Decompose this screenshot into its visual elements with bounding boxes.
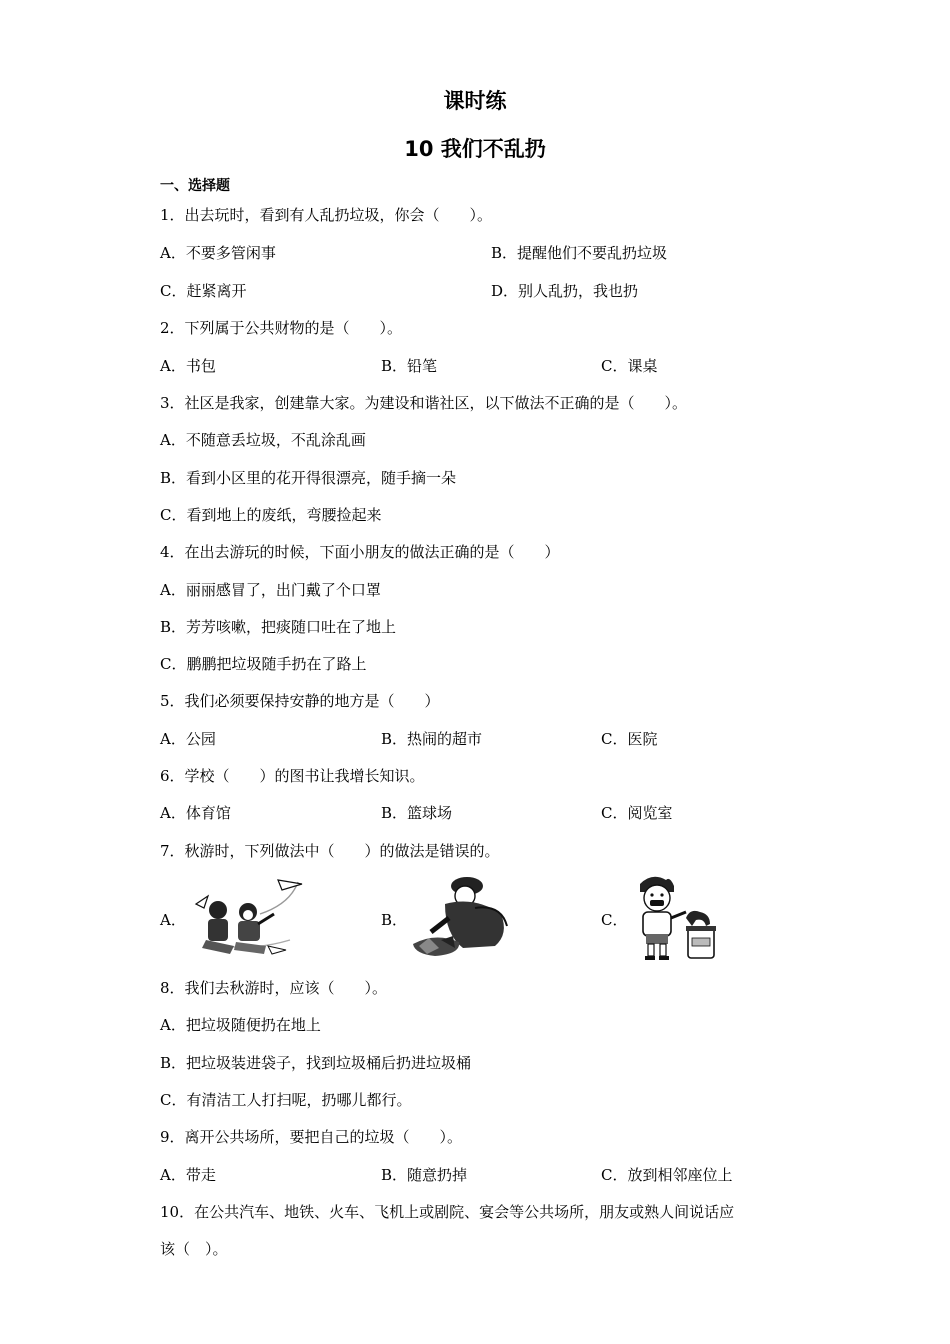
child-crouching-litter-illustration: [405, 874, 517, 960]
q3-option-b[interactable]: B．看到小区里的花开得很漂亮，随手摘一朵: [160, 469, 457, 487]
question-6-stem: 6．学校（ ）的图书让我增长知识。: [160, 767, 425, 785]
q3-option-a[interactable]: A．不随意丢垃圾，不乱涂乱画: [160, 431, 366, 449]
question-10-stem: 10．在公共汽车、地铁、火车、飞机上或剧院、宴会等公共场所，朋友或熟人间说话应: [160, 1203, 735, 1221]
q2-option-b[interactable]: B．铅笔: [381, 357, 438, 375]
question-9-stem: 9．离开公共场所，要把自己的垃圾（ ）。: [160, 1128, 463, 1146]
q8-option-c[interactable]: C．有清洁工人打扫呢，扔哪儿都行。: [160, 1091, 412, 1109]
question-4-stem: 4．在出去游玩的时候，下面小朋友的做法正确的是（ ）: [160, 543, 560, 561]
children-paper-planes-illustration: [190, 874, 308, 960]
question-8-stem: 8．我们去秋游时，应该（ ）。: [160, 979, 388, 997]
q6-option-a[interactable]: A．体育馆: [160, 804, 231, 822]
question-2-stem: 2．下列属于公共财物的是（ ）。: [160, 319, 403, 337]
trash-bin-icon: [686, 911, 716, 958]
q4-option-c[interactable]: C．鹏鹏把垃圾随手扔在了路上: [160, 655, 367, 673]
question-10-stem-continued: 该（ ）。: [160, 1240, 228, 1258]
q7-option-a[interactable]: A．: [160, 911, 186, 929]
q5-option-c[interactable]: C．医院: [601, 730, 658, 748]
q1-option-b[interactable]: B．提醒他们不要乱扔垃圾: [491, 244, 668, 262]
q9-option-c[interactable]: C．放到相邻座位上: [601, 1166, 733, 1184]
q6-option-b[interactable]: B．篮球场: [381, 804, 453, 822]
question-1-stem: 1．出去玩时，看到有人乱扔垃圾，你会（ ）。: [160, 206, 493, 224]
q2-option-c[interactable]: C．课桌: [601, 357, 658, 375]
lesson-title: 10 我们不乱扔: [404, 137, 546, 161]
section-heading: 一、选择题: [160, 178, 230, 194]
child-trash-bin-illustration: [630, 872, 720, 962]
q1-option-c[interactable]: C．赶紧离开: [160, 282, 247, 300]
q1-option-a[interactable]: A．不要多管闲事: [160, 244, 276, 262]
q4-option-b[interactable]: B．芳芳咳嗽，把痰随口吐在了地上: [160, 618, 397, 636]
q5-option-a[interactable]: A．公园: [160, 730, 216, 748]
question-3-stem: 3．社区是我家，创建靠大家。为建设和谐社区，以下做法不正确的是（ ）。: [160, 394, 688, 412]
q9-option-b[interactable]: B．随意扔掉: [381, 1166, 468, 1184]
q6-option-c[interactable]: C．阅览室: [601, 804, 673, 822]
q9-option-a[interactable]: A．带走: [160, 1166, 216, 1184]
q7-option-b[interactable]: B．: [381, 911, 408, 929]
q7-option-c[interactable]: C．: [601, 911, 628, 929]
question-7-stem: 7．秋游时，下列做法中（ ）的做法是错误的。: [160, 842, 500, 860]
q8-option-b[interactable]: B．把垃圾装进袋子，找到垃圾桶后扔进垃圾桶: [160, 1054, 472, 1072]
q3-option-c[interactable]: C．看到地上的废纸，弯腰捡起来: [160, 506, 382, 524]
paper-plane-icon: [278, 880, 302, 890]
q8-option-a[interactable]: A．把垃圾随便扔在地上: [160, 1016, 321, 1034]
q2-option-a[interactable]: A．书包: [160, 357, 216, 375]
q4-option-a[interactable]: A．丽丽感冒了，出门戴了个口罩: [160, 581, 381, 599]
question-5-stem: 5．我们必须要保持安静的地方是（ ）: [160, 692, 440, 710]
page-title: 课时练: [443, 89, 507, 113]
q5-option-b[interactable]: B．热闹的超市: [381, 730, 483, 748]
q1-option-d[interactable]: D．别人乱扔，我也扔: [491, 282, 639, 300]
